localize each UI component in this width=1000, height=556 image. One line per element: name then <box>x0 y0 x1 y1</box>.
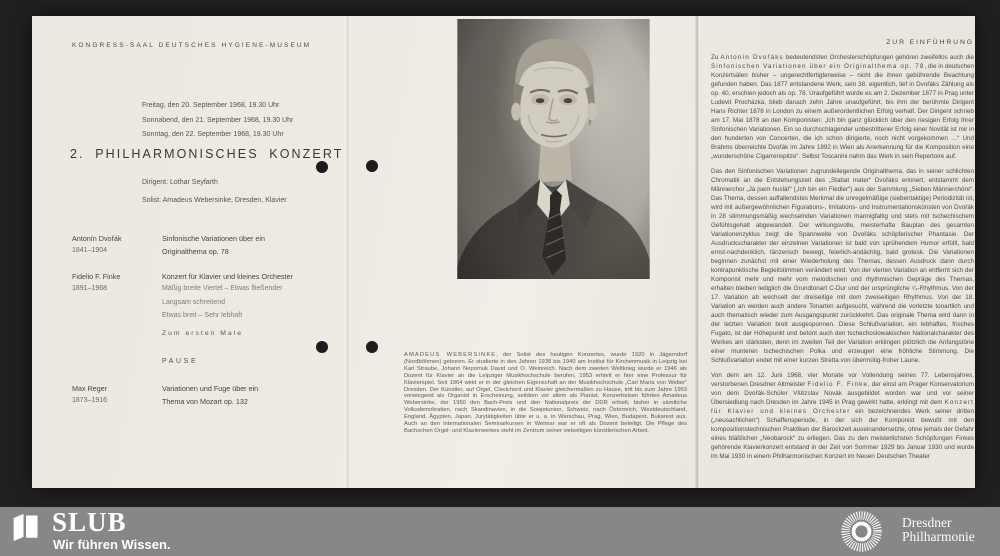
work-years: 1873–1916 <box>72 397 108 404</box>
slub-logo-text: SLUB <box>52 507 127 537</box>
page-fold-left <box>347 16 349 488</box>
footer-branding-bar <box>0 507 1000 556</box>
concert-title: 2. PHILHARMONISCHES KONZERT <box>70 147 344 161</box>
work-piece-line: Konzert für Klavier und kleines Orchester <box>162 272 294 281</box>
work-composer: Max Reger <box>72 384 108 393</box>
slub-book-icon <box>12 512 40 547</box>
conductor-line: Dirigent: Lothar Seyfarth <box>142 179 218 186</box>
punch-hole <box>366 160 378 172</box>
work-composer: Antonín Dvořák <box>72 234 122 243</box>
philharmonie-logo-text <box>902 516 975 543</box>
soloist-line: Solist: Amadeus Webersinke, Dresden, Klavier <box>142 197 287 204</box>
soloist-portrait-photo <box>457 19 650 279</box>
introduction-heading: ZUR EINFÜHRUNG <box>886 39 974 46</box>
punch-hole <box>316 341 328 353</box>
page-fold-right <box>695 16 699 488</box>
work-years: 1891–1968 <box>72 285 108 292</box>
concert-date: Freitag, den 20. September 1968, 19.30 Uhr <box>142 102 280 109</box>
slub-tagline: Wir führen Wissen. <box>53 537 171 552</box>
scanned-program-spread <box>32 16 975 488</box>
introduction-text <box>711 53 974 467</box>
work-composer: Fidelio F. Finke <box>72 272 121 281</box>
philharmonie-name-line: Dresdner <box>902 515 952 530</box>
concert-dates <box>142 99 293 143</box>
pause-label: PAUSE <box>162 358 199 365</box>
work-tempo-line: Langsam schreitend <box>162 299 226 306</box>
work-piece-line: Thema von Mozart op. 132 <box>162 397 248 406</box>
philharmonie-starburst-icon <box>838 508 885 556</box>
work-years: 1841–1904 <box>72 247 108 254</box>
work-tempo-line: Etwas breit – Sehr lebhaft <box>162 312 243 319</box>
photo-caption: AMADEUS WEBERSINKE, der Solist des heutigen Konzertes, wurde 1920 in Jägerndorf (Nordböhmen) geboren. Er studierte in den Jahren 1938 bis 1940 am Institut für Kirchenmusik in Leipzig bei Karl Straube, Johann Nepomuk David und O. Weinreich. Nach dem zweiten Weltkrieg wurde er 1946 als Dozent für Klavier an die Leipziger Musikhochschule berufen, 1953 erhielt er hier eine Professur für Klavierspiel. Seit 1964 wirkt er in der gleichen Eigenschaft an der Musikhochschule „Carl Maria von Weber“ Dresden. Der Künstler, auf Orgel, Clavichord und Klavier gleichermaßen zu Hause, tritt bis zum Jahre 1953 vorwiegend als Organist in Erscheinung, seitdem vor allem als Pianist. Konzertreisen führten Amadeus Webersinke, der 1950 den Bach-Preis und den Nationalpreis der DDR erhielt, bisher in sämtliche Volksdemokratien, nach Skandinavien, in die Sowjetunion, Schweiz, nach Österreich, Westdeutschland, England, Ägypten, Japan. Jurytätigkeiten übte er u. a. in Warschau, Prag, Wien, Budapest, Bukarest aus. Auch an den internationalen Seminarkursen in Weimar war er oft als Dozent beteiligt. Die Pflege des Bachschen Orgel- und Klavierwerkes steht im Zentrum seiner vielseitigen künstlerischen Arbeit. <box>404 352 688 434</box>
work-piece-line: Originalthema op. 78 <box>162 247 229 256</box>
work-piece-line: Variationen und Fuge über ein <box>162 384 259 393</box>
intro-paragraph: Das den Sinfonischen Variationen zugrundeliegende Originalthema, das in seiner schlichten Chromatik an die Entstehungszeit des „Stabat mater“ Dvořáks erinnert, entstammt dem Männerchor „Já jsem huslář“ („Ich bin ein Fiedler“) aus der Sammlung „Sieben Männerchöre“. Das Thema, dessen auffallendstes Merkmal die unregelmäßige (siebentaktige) Periodizität ist, wird mit außergewöhnlichen Figurations-, Imitations- und Instrumentationskünsten von Dvořák in 28 stimmungsmäßig wechselnden Variationen mannigfaltig und stets mit tschechischem Gefühlsgehalt abgewandelt. Der wirkungsvolle, meisterhafte Bauplan des gesamten Variationenzyklus zeigt die Spannweite von Dvořáks schöpferischer Phantasie. Der Ausdruckscharakter der einzelnen Variationen ist bald von sprühendem Humor erfüllt, bald ernst-nachdenklich, tänzerisch bewegt, feierlich-andächtig, bald grotesk. Die Variationen beginnen zunächst mit einer Wiederholung des Themas, dessen Ausdruck dann durch kontrapunktische Begleitstimmen verändert wird. Von der vierten Variation an entfernt sich der Komponist mehr und mehr vom melodischen und rhythmischen Gepräge des Themas, erhalten bleiben lediglich die Grundtonart C-Dur und der ursprüngliche ⁷⁄₄-Rhythmus. Von der 17. Variation ab wechselt der dreiseitige mit dem zweiseitigen Rhythmus. Von der 18. Variation an werden auch andere Tonarten aufgesucht, während die vorletzte tonartlich und auch thematisch wieder zum Ausgangspunkt zurückkehrt. Das originale Thema wird dann in der letzten Variation breit ausgesponnen. Diese Schlußvariation, ein lebhaftes, frisches Fugato, ist der Höhepunkt und betont auch den tschechoslowakischen Nationalcharakter des Werkes am stärksten, denn im zweiten Teil der Variation erklingen plötzlich die Anfangstöne einer munteren tschechischen Polka und erzeugen eine fröhliche Stimmung. Die Schlußvariation endet mit einer kurzen Stretta von übermütig-froher Laune. <box>711 168 974 364</box>
concert-date: Sonntag, den 22. September 1968, 19.30 Uhr <box>142 131 284 138</box>
intro-paragraph: Zu Antonín Dvořáks bedeutendsten Orchesterschöpfungen gehören zweifellos auch die Sinfonischen Variationen über ein Originalthema op. 78, die in deutschen Konzertsälen bisher – ungerechtfertigterweise – nicht die ihnen gebührende Beachtung gefunden haben. Das 1877 entstandene Werk, sein 38. eigentlich, lief in Dvořáks Zählung als op. 40, erschien jedoch als op. 78. Uraufgeführt wurde es am 2. Dezember 1877 in Prag unter Ludevit Procházka, blieb danach zehn Jahre unaufgeführt, bis ihm der berühmte Dirigent Hans Richter 1878 in London zu einem außerordentlichen Erfolg verhalf. Der Dirigent schrieb am 17. Mai 1878 an den Komponisten: „Ich bin ganz glücklich über den riesigen Erfolg Ihrer Sinfonischen Variationen. Ein so durchschlagender unbestrittener Erfolg einer Novität ist mir in den hunderten von Concerten, die ich schon dirigierte, noch nicht vorgekommen …“ Und Brahms überreichte Dvořák im Jahre 1892 in Wien als Anerkennung für die Komposition eine „wunderschöne Cigarrenspitze“. Selbst Toscanini nahm das Werk in sein Repertoire auf. <box>711 54 974 160</box>
punch-hole <box>316 161 328 173</box>
venue-line: KONGRESS-SAAL DEUTSCHES HYGIENE-MUSEUM <box>72 42 312 49</box>
premiere-note: Zum ersten Male <box>162 330 243 337</box>
intro-paragraph: Von dem am 12. Juni 1968, vier Monate vor Vollendung seines 77. Lebensjahres, verstorbenen Dresdner Altmeister Fidelio F. Finke, der einst am Prager Konservatorium von dem Dvořák-Schüler Vítězslav Novák ausgebildet worden war und vor seiner Übersiedlung nach Dresden im Jahre 1945 in Prag gewirkt hatte, erklingt mit dem Konzert für Klavier und kleines Orchester ein bezeichnendes Werk seiner dritten („neusachlichen“) Schaffensperiode, in der sich der Komponist bewußt mit den kompositionstechnischen Praktiken der Barockzeit auseinandersetzte, ohne jemals der Gefahr eines bläßlichen „Neobarock“ zu erliegen. Das zu den meisterlichsten Schöpfungen Finkes gehörende Klavierkonzert entstand in der Zeit von Sommer 1929 bis Januar 1930 und wurde im Mai 1930 in einem Philharmonischen Konzert im Neuen Deutschen Theater <box>711 372 974 460</box>
punch-hole <box>366 341 378 353</box>
philharmonie-name-line: Philharmonie <box>902 528 975 544</box>
work-tempo-line: Mäßig breite Viertel – Etwas fließender <box>162 285 283 292</box>
work-piece-line: Sinfonische Variationen über ein <box>162 234 265 243</box>
concert-date: Sonnabend, den 21. September 1968, 19.30 Uhr <box>142 116 294 124</box>
